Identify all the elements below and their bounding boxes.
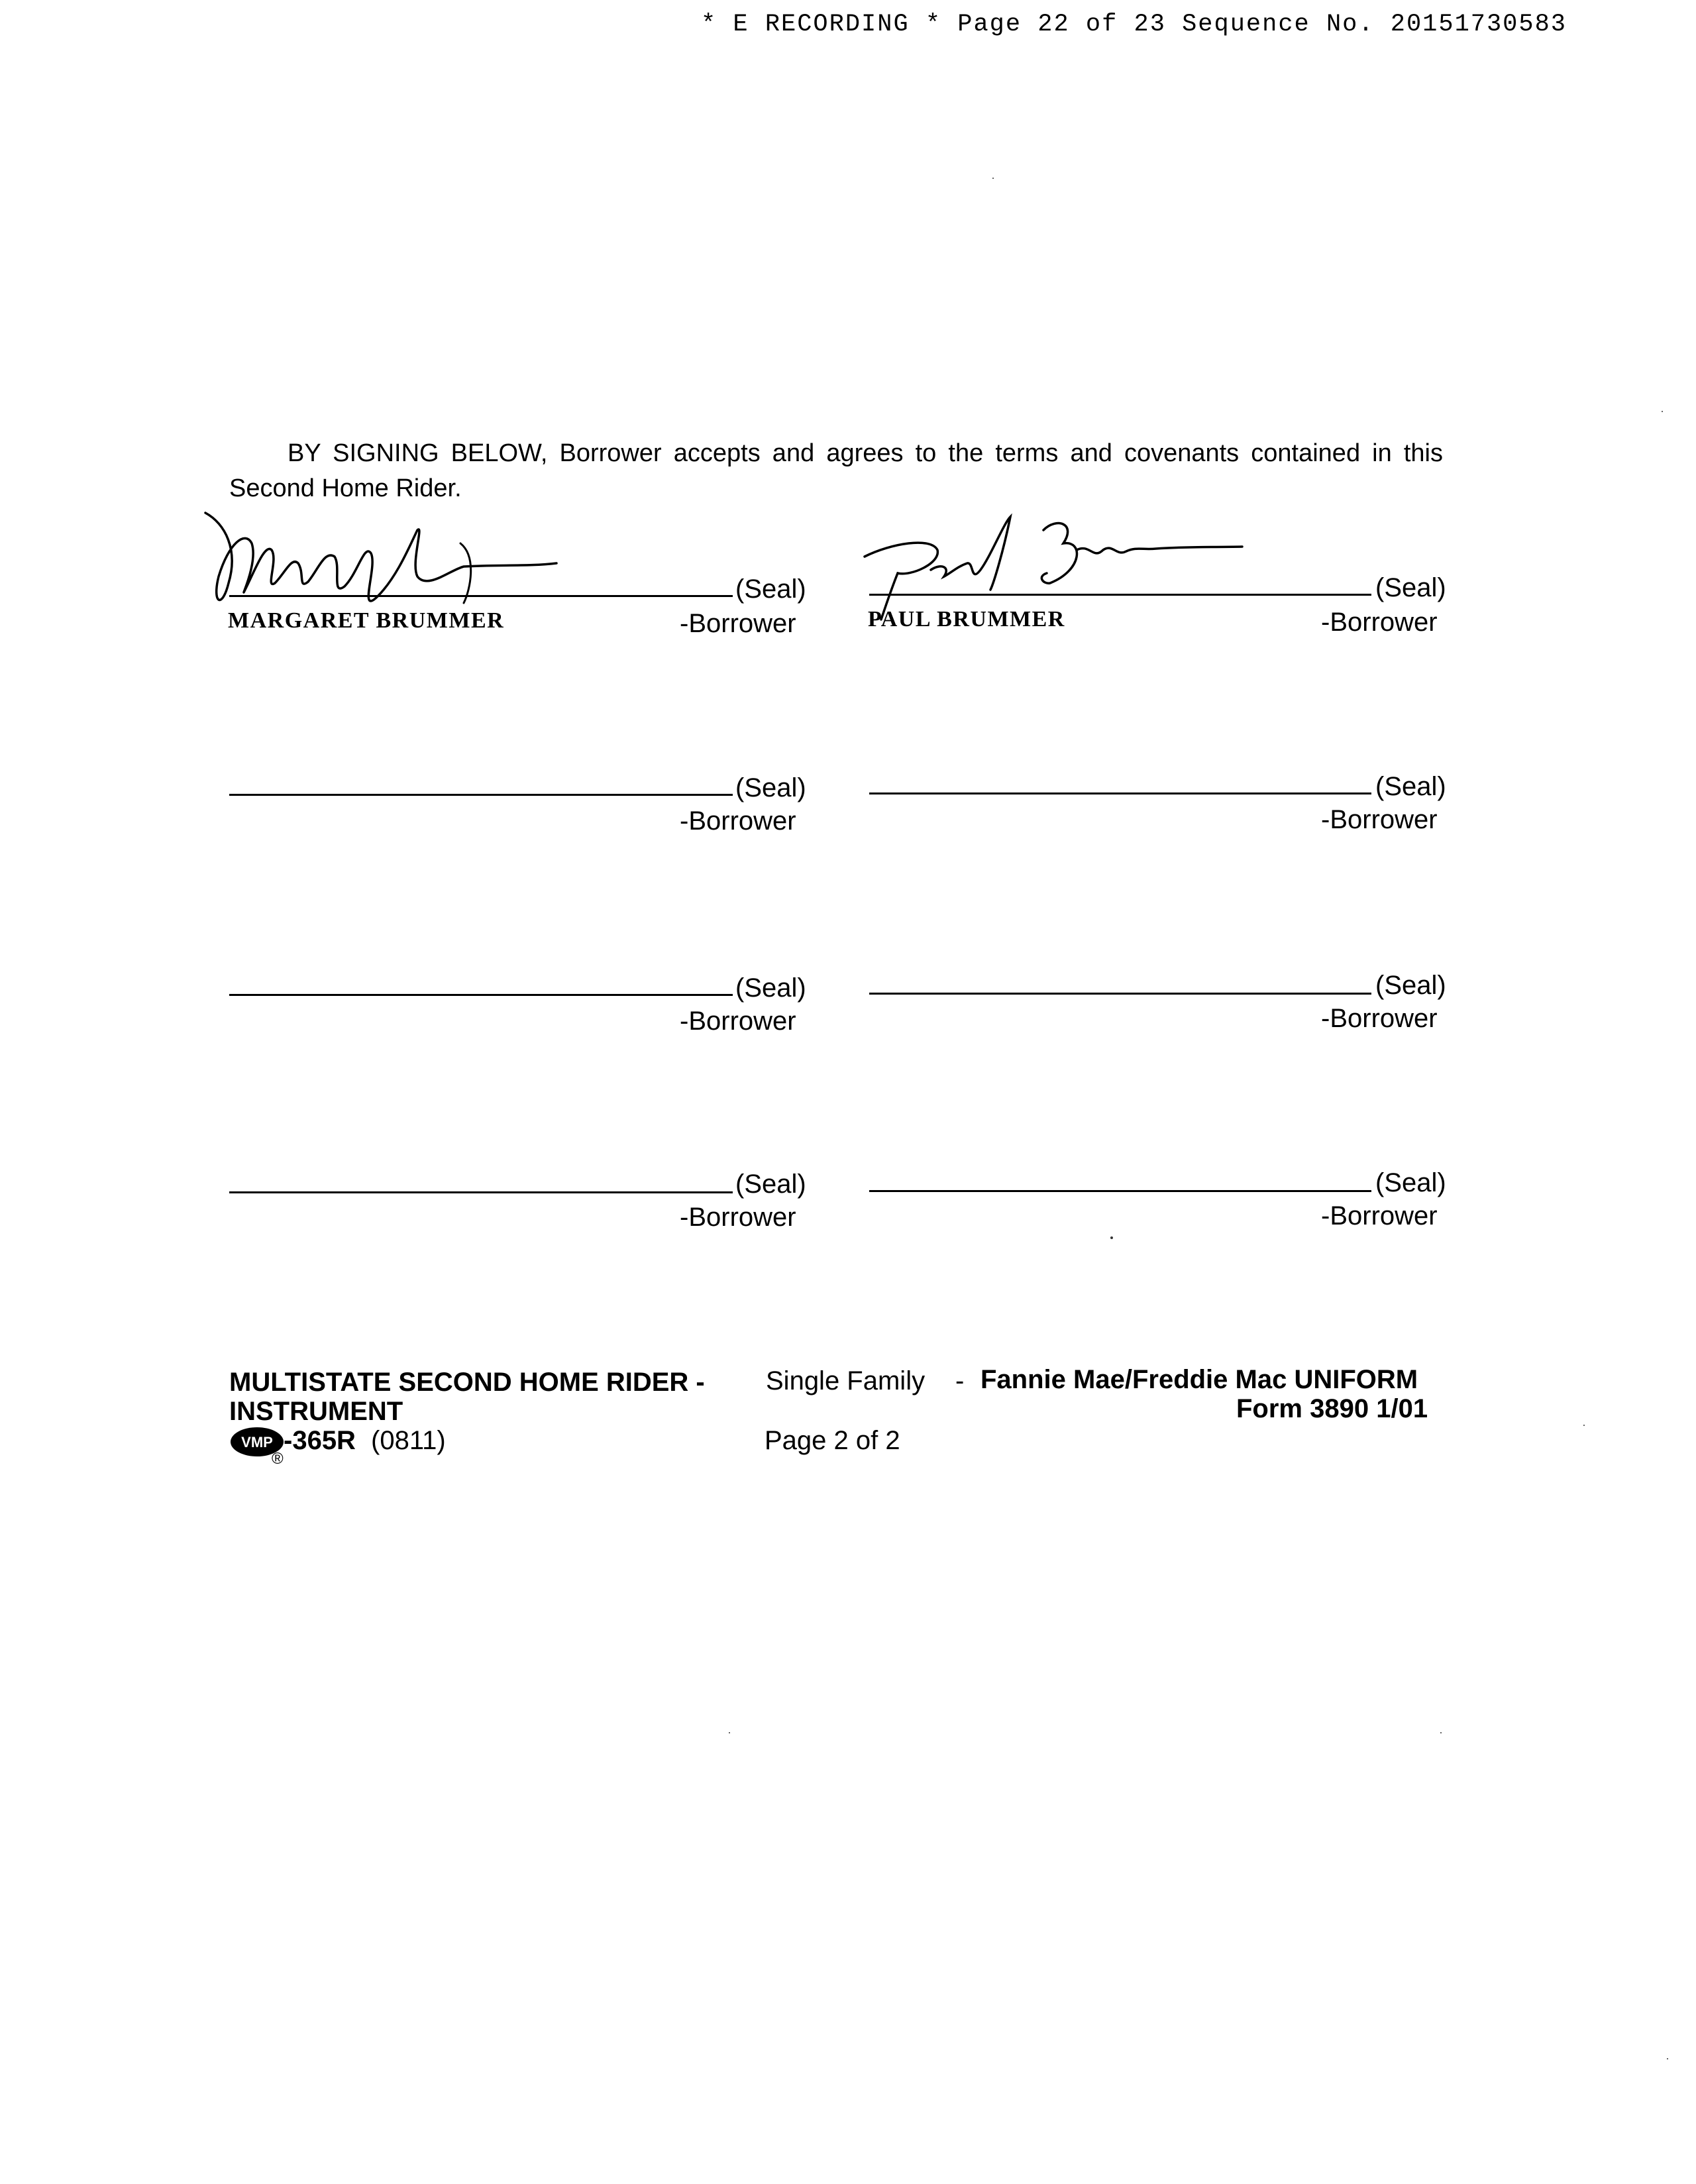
form-number: Form 3890 1/01 [1236, 1394, 1428, 1423]
signature-margaret-brummer [199, 504, 570, 623]
form-dash: - [955, 1366, 965, 1395]
scan-speck [729, 1732, 730, 1733]
form-code: -365R [284, 1426, 356, 1455]
seal-label: (Seal) [735, 1170, 806, 1199]
seal-label: (Seal) [1375, 971, 1446, 1000]
borrower-printed-name: MARGARET BRUMMER [228, 608, 505, 633]
scan-speck [1440, 1732, 1442, 1733]
seal-label: (Seal) [735, 574, 806, 604]
borrower-role-label: -Borrower [1321, 1201, 1438, 1230]
borrower-role-label: -Borrower [1321, 608, 1438, 637]
scan-speck [1662, 411, 1663, 412]
vmp-logo-text: VMP [241, 1434, 273, 1450]
signature-line [229, 994, 733, 996]
signature-line [869, 594, 1371, 596]
signature-line [229, 1191, 733, 1193]
seal-label: (Seal) [1375, 772, 1446, 801]
signature-line [229, 595, 733, 597]
borrower-role-label: -Borrower [680, 609, 796, 638]
signature-paul-brummer [851, 510, 1249, 623]
signature-line [869, 1190, 1371, 1192]
seal-label: (Seal) [1375, 573, 1446, 602]
scan-speck [1583, 1425, 1585, 1426]
borrower-role-label: -Borrower [1321, 805, 1438, 834]
seal-label: (Seal) [1375, 1168, 1446, 1197]
seal-label: (Seal) [735, 773, 806, 802]
scan-speck [1110, 1236, 1113, 1239]
signature-line [869, 792, 1371, 794]
form-agency: Fannie Mae/Freddie Mac UNIFORM [980, 1365, 1418, 1394]
form-instrument: INSTRUMENT [229, 1397, 403, 1426]
page-number: Page 2 of 2 [765, 1426, 900, 1455]
recording-header: * E RECORDING * Page 22 of 23 Sequence No. 20151730583 [701, 11, 1567, 38]
borrower-role-label: -Borrower [680, 1007, 796, 1036]
scan-speck [992, 178, 994, 179]
registered-mark: ® [272, 1450, 284, 1468]
form-code-date: (0811) [371, 1426, 446, 1455]
form-title: MULTISTATE SECOND HOME RIDER - [229, 1368, 705, 1397]
signing-statement: BY SIGNING BELOW, Borrower accepts and agrees to the terms and covenants contained in this Second Home Rider. [229, 439, 1443, 502]
borrower-printed-name: PAUL BRUMMER [868, 607, 1065, 631]
borrower-role-label: -Borrower [680, 1203, 796, 1232]
borrower-role-label: -Borrower [1321, 1004, 1438, 1033]
scan-speck [1667, 2058, 1668, 2059]
form-subtitle: Single Family [766, 1366, 926, 1395]
seal-label: (Seal) [735, 973, 806, 1003]
signature-line [229, 794, 733, 796]
signature-line [869, 993, 1371, 995]
borrower-role-label: -Borrower [680, 806, 796, 836]
